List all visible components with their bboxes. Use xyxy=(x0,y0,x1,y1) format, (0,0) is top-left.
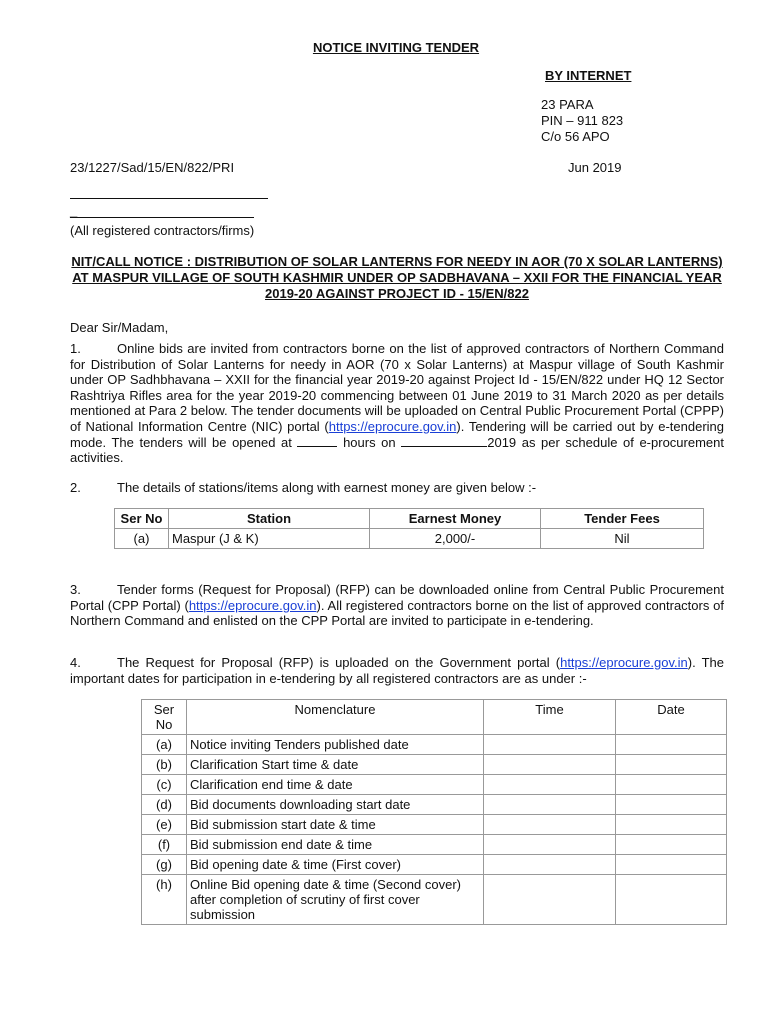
table-row: (f) Bid submission end date & time xyxy=(142,835,727,855)
table-row: (b) Clarification Start time & date xyxy=(142,755,727,775)
address-line-3: C/o 56 APO xyxy=(541,129,610,144)
salutation: Dear Sir/Madam, xyxy=(70,320,169,335)
subject: NIT/CALL NOTICE : DISTRIBUTION OF SOLAR LANTERNS FOR NEEDY IN AOR (70 X SOLAR LANTERNS) AT MASPUR VILLAGE OF SOUTH KASHMIR UNDER OP SADBHAVANA – XXII FOR THE FINANCIAL YEAR 2019-20 AGAINST PROJECT ID - 15/EN/822 xyxy=(71,254,723,301)
header-tender-fees: Tender Fees xyxy=(541,509,704,529)
by-internet-label: BY INTERNET xyxy=(545,68,632,83)
address-line-2: PIN – 911 823 xyxy=(541,113,624,128)
date-blank xyxy=(401,435,487,447)
table-row: (e) Bid submission start date & time xyxy=(142,815,727,835)
paragraph-4: 4. The Request for Proposal (RFP) is uploaded on the Government portal (https://eprocure.gov.in). The important dates for participation in e-tendering by all registered contractors are as under :- xyxy=(70,655,724,686)
time-blank xyxy=(297,435,337,447)
eprocure-link[interactable]: https://eprocure.gov.in xyxy=(560,655,688,670)
para-number: 4. xyxy=(70,655,81,670)
reference-number: 23/1227/Sad/15/EN/822/PRI xyxy=(70,160,235,175)
important-dates-table xyxy=(141,699,727,925)
paragraph-1: 1. Online bids are invited from contractors borne on the list of approved contractors of Northern Command for Distribution of Solar Lanterns for needy in AOR (70 x Solar Lanterns) at Maspur village of South Kashmir under OP Sadhbhavana – XXII for the financial year 2019-20 against Project Id - 15/EN/822 under HQ 12 Sector Rashtriya Rifles area for the year 2019-20 commencing between 01 June 2019 to 31 March 2020 as per details mentioned at Para 2 below. The tender documents will be uploaded on Central Public Procurement Portal (CPPP) of National Information Centre (NIC) portal (https://eprocure.gov.in). Tendering will be carried out by e-tendering mode. The tenders will be opened at hours on 2019 as per schedule of e-procurement activities. xyxy=(70,341,725,466)
notice-title: NOTICE INVITING TENDER xyxy=(312,40,480,55)
table-header-row xyxy=(115,509,704,529)
header-date: Date xyxy=(616,700,727,735)
header-time: Time xyxy=(484,700,616,735)
paragraph-3: 3. Tender forms (Request for Proposal) (RFP) can be downloaded online from Central Public Procurement Portal (CPP Portal) (https://eprocure.gov.in). All registered contractors borne on the list of approved contractors of Northern Command and enlisted on the CPP Portal are invited to participate in e-tendering. xyxy=(70,582,724,629)
header-earnest-money: Earnest Money xyxy=(370,509,541,529)
letter-date: Jun 2019 xyxy=(568,160,622,175)
header-station: Station xyxy=(169,509,370,529)
earnest-money-table xyxy=(114,508,704,549)
table-row: (c) Clarification end time & date xyxy=(142,775,727,795)
header-nomenclature: Nomenclature xyxy=(187,700,484,735)
para-number: 3. xyxy=(70,582,81,597)
recipient-line xyxy=(70,217,254,218)
table-header-row xyxy=(142,700,727,735)
table-row: (h) Online Bid opening date & time (Second cover) after completion of scrutiny of first cover submission xyxy=(142,875,727,925)
recipient-line xyxy=(70,198,268,199)
sender-address xyxy=(541,97,623,145)
table-row: (a) Maspur (J & K) 2,000/- Nil xyxy=(115,529,704,549)
recipient-blank: _ xyxy=(70,203,78,218)
recipient: (All registered contractors/firms) xyxy=(70,223,255,238)
header-ser-no: Ser No xyxy=(142,700,187,735)
table-row: (g) Bid opening date & time (First cover) xyxy=(142,855,727,875)
table-row: (a) Notice inviting Tenders published date xyxy=(142,735,727,755)
para-number: 1. xyxy=(70,341,81,356)
paragraph-2: 2. The details of stations/items along with earnest money are given below :- xyxy=(70,480,537,495)
para-number: 2. xyxy=(70,480,81,495)
header-ser-no: Ser No xyxy=(115,509,169,529)
address-line-1: 23 PARA xyxy=(541,97,594,112)
table-row: (d) Bid documents downloading start date xyxy=(142,795,727,815)
eprocure-link[interactable]: https://eprocure.gov.in xyxy=(328,418,457,434)
eprocure-link[interactable]: https://eprocure.gov.in xyxy=(188,597,317,613)
